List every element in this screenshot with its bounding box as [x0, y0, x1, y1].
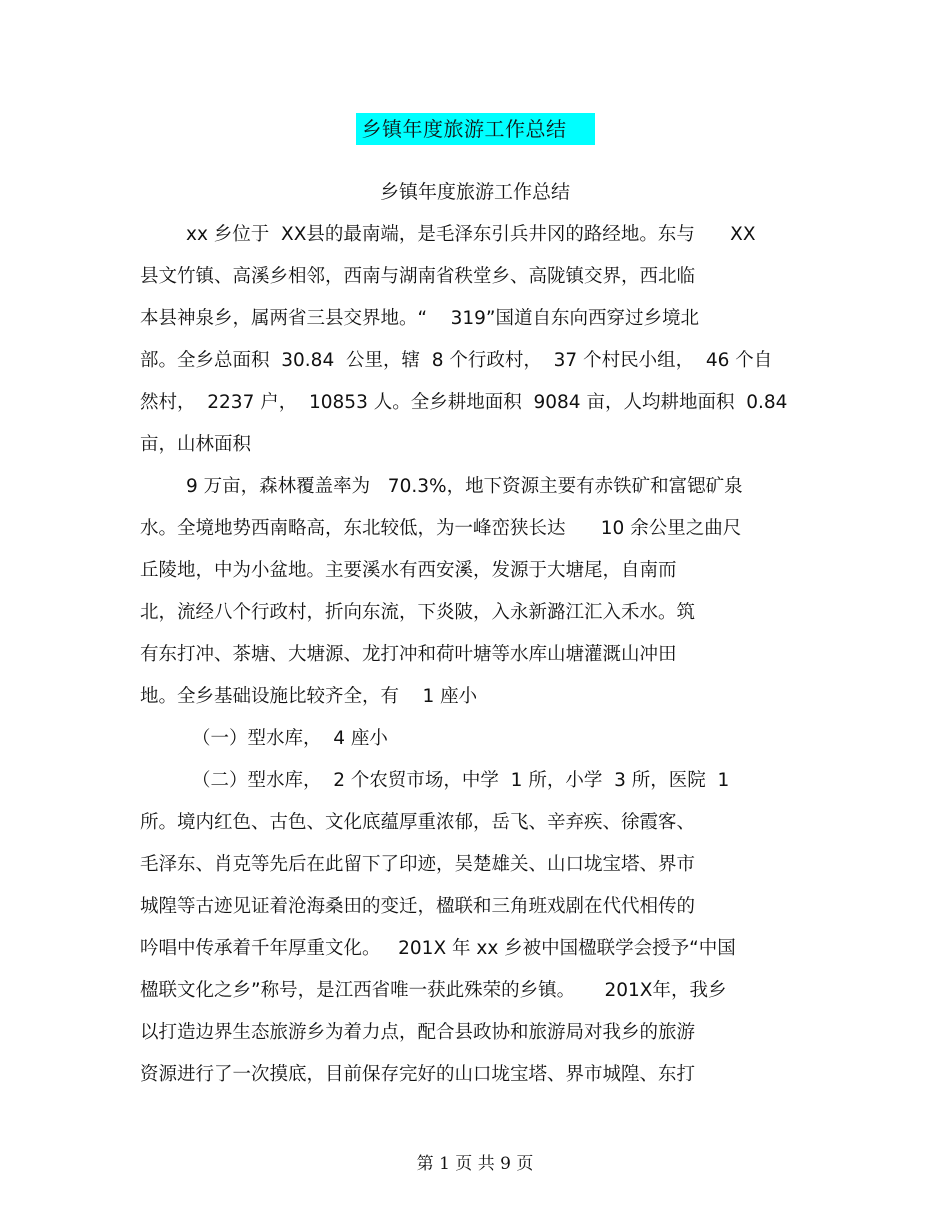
text-line: 水。全境地势西南略高，东北较低，为一峰峦狭长达 10 余公里之曲尺 — [140, 518, 742, 539]
page-number: 第 1 页 共 9 页 — [416, 1154, 534, 1174]
text-line: 楹联文化之乡”称号，是江西省唯一获此殊荣的乡镇。 201X年，我乡 — [140, 980, 727, 1001]
text-line: 9 万亩，森林覆盖率为 70.3%，地下资源主要有赤铁矿和富锶矿泉 — [186, 476, 743, 497]
text-line: 丘陵地，中为小盆地。主要溪水有西安溪，发源于大塘尾，自南而 — [140, 560, 677, 581]
document-subtitle: 乡镇年度旅游工作总结 — [379, 181, 570, 203]
text-line: 地。全乡基础设施比较齐全，有 1 座小 — [140, 686, 478, 707]
text-line: 有东打冲、茶塘、大塘源、龙打冲和荷叶塘等水库山塘灌溉山冲田 — [140, 644, 677, 665]
text-line: 所。境内红色、古色、文化底蕴厚重浓郁，岳飞、辛弃疾、徐霞客、 — [140, 812, 696, 833]
text-line: xx 乡位于 XX县的最南端，是毛泽东引兵井冈的路经地。东与 XX — [186, 224, 756, 245]
text-line: 部。全乡总面积 30.84 公里，辖 8 个行政村， 37 个村民小组， 46 个自 — [140, 350, 773, 371]
text-line: 吟唱中传承着千年厚重文化。 201X 年 xx 乡被中国楹联学会授予“中国 — [140, 938, 736, 959]
text-line: 亩，山林面积 — [140, 434, 252, 455]
text-line: 资源进行了一次摸底，目前保存完好的山口垅宝塔、界市城隍、东打 — [140, 1064, 696, 1085]
text-line: 城隍等古迹见证着沧海桑田的变迁，楹联和三角班戏剧在代代相传的 — [140, 896, 696, 917]
title-container — [0, 113, 950, 145]
text-line: 然村， 2237 户， 10853 人。全乡耕地面积 9084 亩，人均耕地面积 0.84 — [140, 392, 788, 413]
text-line: （二）型水库， 2 个农贸市场，中学 1 所，小学 3 所，医院 1 — [192, 770, 730, 791]
text-line: 县文竹镇、高溪乡相邻，西南与湖南省秩堂乡、高陇镇交界，西北临 — [140, 266, 696, 287]
text-line: （一）型水库， 4 座小 — [192, 728, 388, 749]
text-line: 北，流经八个行政村，折向东流，下炎陂，入永新潞江汇入禾水。筑 — [140, 602, 696, 623]
document-body — [140, 219, 808, 1101]
text-line: 毛泽东、肖克等先后在此留下了印迹，吴楚雄关、山口垅宝塔、界市 — [140, 854, 696, 875]
text-line: 以打造边界生态旅游乡为着力点，配合县政协和旅游局对我乡的旅游 — [140, 1022, 696, 1043]
document-title: 乡镇年度旅游工作总结 — [356, 113, 595, 145]
text-line: 本县神泉乡，属两省三县交界地。“ 319”国道自东向西穿过乡境北 — [140, 308, 700, 329]
